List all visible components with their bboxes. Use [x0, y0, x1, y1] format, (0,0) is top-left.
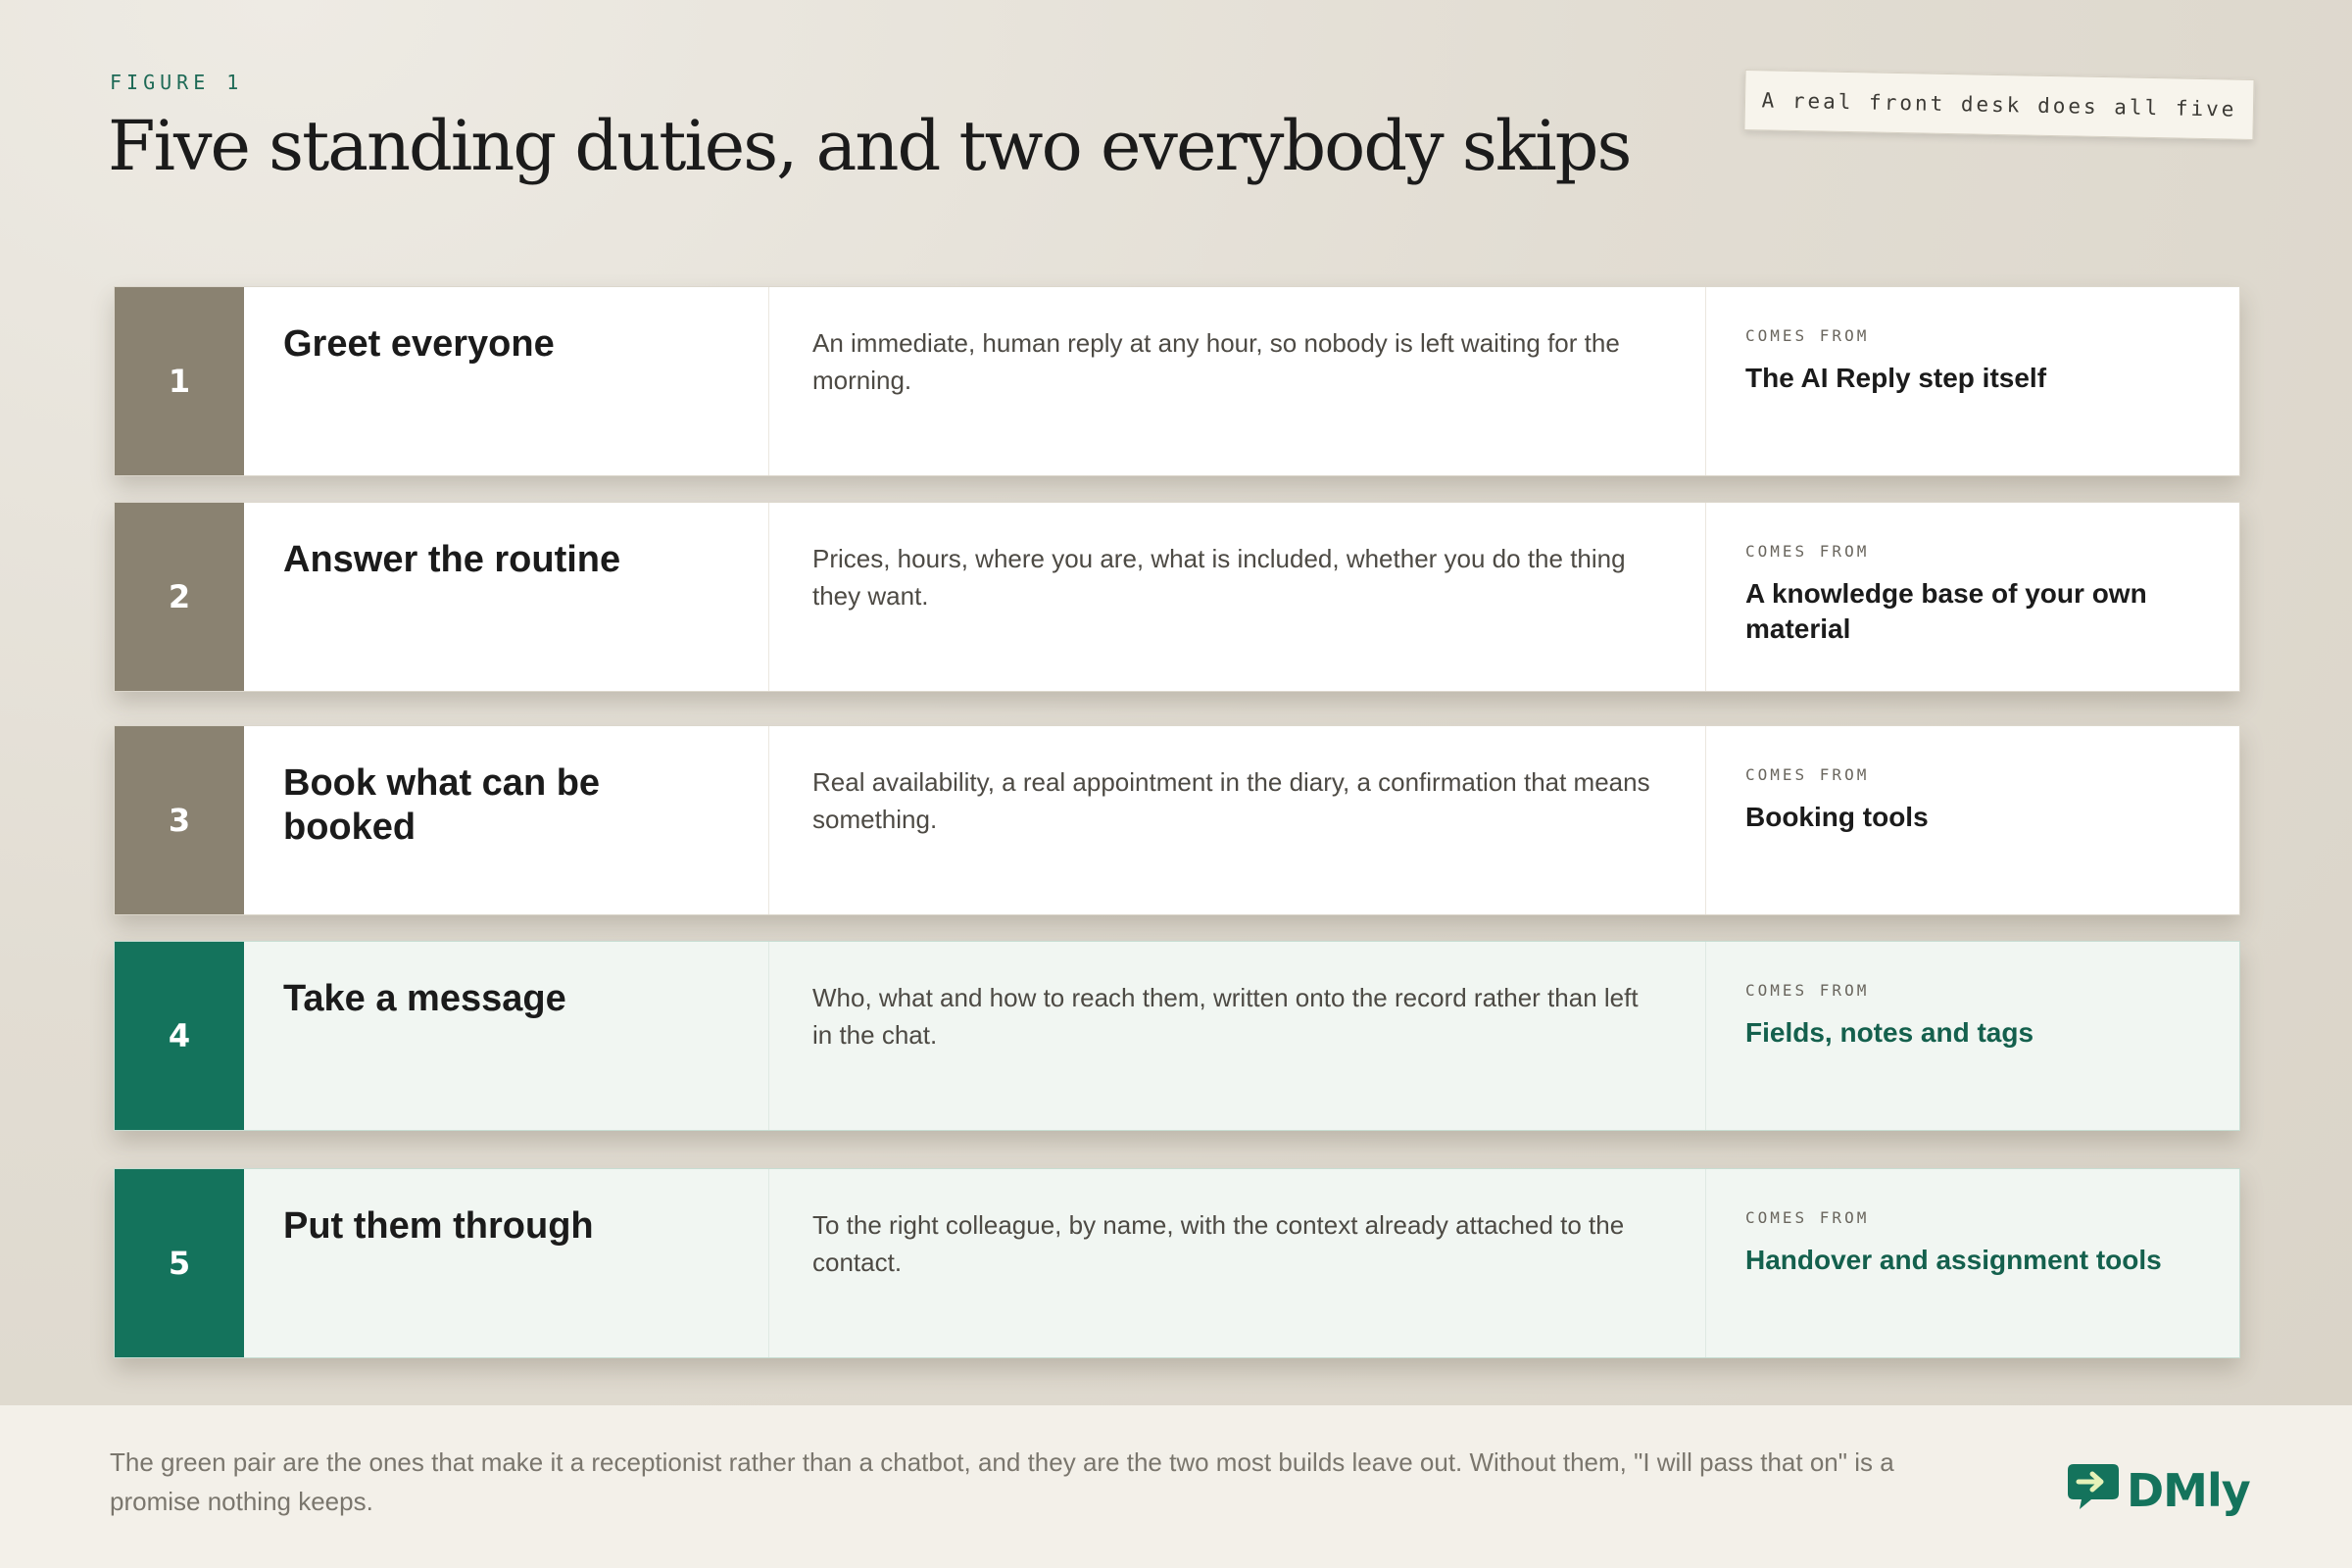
page-title: Five standing duties, and two everybody skips [108, 106, 1631, 186]
duty-row-3 [114, 725, 2240, 915]
duty-title: Book what can be booked [244, 726, 769, 914]
source-label: COMES FROM [1745, 326, 1870, 345]
figure-eyebrow: FIGURE 1 [110, 71, 244, 94]
stamp-text: A real front desk does all five [1761, 88, 2237, 122]
source-label: COMES FROM [1745, 542, 1870, 561]
duty-description: An immediate, human reply at any hour, so nobody is left waiting for the morning. [769, 287, 1706, 475]
duty-source [1706, 287, 2239, 475]
source-label: COMES FROM [1745, 1208, 1870, 1227]
duty-row-2 [114, 502, 2240, 692]
duty-source [1706, 726, 2239, 914]
stamp-note [1743, 70, 2254, 140]
duty-source [1706, 1169, 2239, 1357]
duty-number: 3 [115, 726, 244, 914]
duty-title: Answer the routine [244, 503, 769, 691]
duty-description: Who, what and how to reach them, written onto the record rather than left in the chat. [769, 942, 1706, 1130]
footer [0, 1405, 2352, 1568]
duty-number: 2 [115, 503, 244, 691]
source-value: Handover and assignment tools [1745, 1245, 2162, 1275]
source-value: Booking tools [1745, 802, 1929, 832]
duty-row-4 [114, 941, 2240, 1131]
brand-logo [2066, 1462, 2250, 1518]
footnote: The green pair are the ones that make it a receptionist rather than a chatbot, and they are the two most builds leave out. Without them, "I will pass that on" is a promise nothing keeps. [110, 1447, 1894, 1516]
logo-text: DMly [2127, 1463, 2250, 1517]
chat-arrow-icon [2066, 1462, 2121, 1518]
source-value: Fields, notes and tags [1745, 1017, 2034, 1048]
duty-source [1706, 942, 2239, 1130]
duty-number: 5 [115, 1169, 244, 1357]
source-label: COMES FROM [1745, 765, 1870, 784]
duty-description: To the right colleague, by name, with the context already attached to the contact. [769, 1169, 1706, 1357]
duty-row-1 [114, 286, 2240, 476]
duty-description: Real availability, a real appointment in the diary, a confirmation that means something. [769, 726, 1706, 914]
duty-number: 4 [115, 942, 244, 1130]
source-label: COMES FROM [1745, 981, 1870, 1000]
duty-source [1706, 503, 2239, 691]
source-value: The AI Reply step itself [1745, 363, 2047, 393]
duty-description: Prices, hours, where you are, what is included, whether you do the thing they want. [769, 503, 1706, 691]
duty-title: Put them through [244, 1169, 769, 1357]
duty-title: Take a message [244, 942, 769, 1130]
duty-row-5 [114, 1168, 2240, 1358]
duty-title: Greet everyone [244, 287, 769, 475]
duty-number: 1 [115, 287, 244, 475]
source-value: A knowledge base of your own material [1745, 578, 2147, 644]
